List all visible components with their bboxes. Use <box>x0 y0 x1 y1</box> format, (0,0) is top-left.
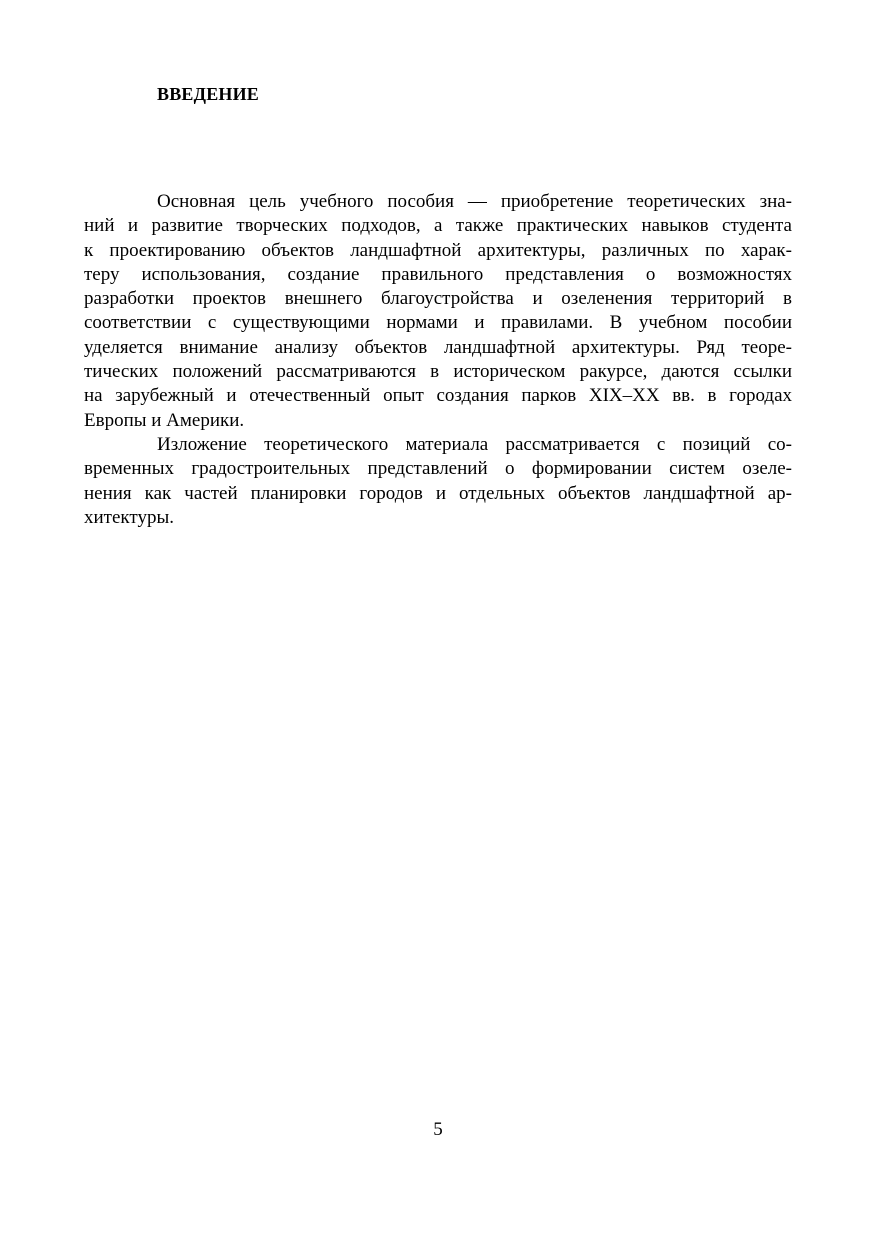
page-number: 5 <box>433 1119 443 1140</box>
text-line: временных градостроительных представлений о формировании систем озеле- <box>84 458 792 480</box>
text-line: к проектированию объектов ландшафтной архитектуры, различных по харак- <box>84 239 792 261</box>
text-line: Изложение теоретического материала рассматривается с позиций со- <box>157 433 792 455</box>
text-line: Основная цель учебного пособия — приобретение теоретических зна- <box>157 191 792 212</box>
text-line: Европы и Америки. <box>84 409 245 431</box>
text-line: нения как частей планировки городов и отдельных объектов ландшафтной ар- <box>84 482 792 504</box>
text-line: на зарубежный и отечественный опыт создания парков XIX–XX вв. в городах <box>84 385 792 407</box>
text-line: разработки проектов внешнего благоустройства и озеленения территорий в <box>84 288 792 310</box>
paragraph-1 <box>84 190 792 433</box>
text-line: соответствии с существующими нормами и правилами. В учебном пособии <box>84 312 792 334</box>
paragraph-2 <box>84 433 792 530</box>
text-line: уделяется внимание анализу объектов ландшафтной архитектуры. Ряд теоре- <box>84 336 792 358</box>
text-line: теру использования, создание правильного представления о возможностях <box>84 263 792 285</box>
text-line: тических положений рассматриваются в историческом ракурсе, даются ссылки <box>84 361 792 383</box>
body-text <box>84 190 792 530</box>
text-line: ний и развитие творческих подходов, а также практических навыков студента <box>84 215 792 237</box>
text-line: хитектуры. <box>84 506 174 528</box>
section-heading: ВВЕДЕНИЕ <box>157 84 260 104</box>
